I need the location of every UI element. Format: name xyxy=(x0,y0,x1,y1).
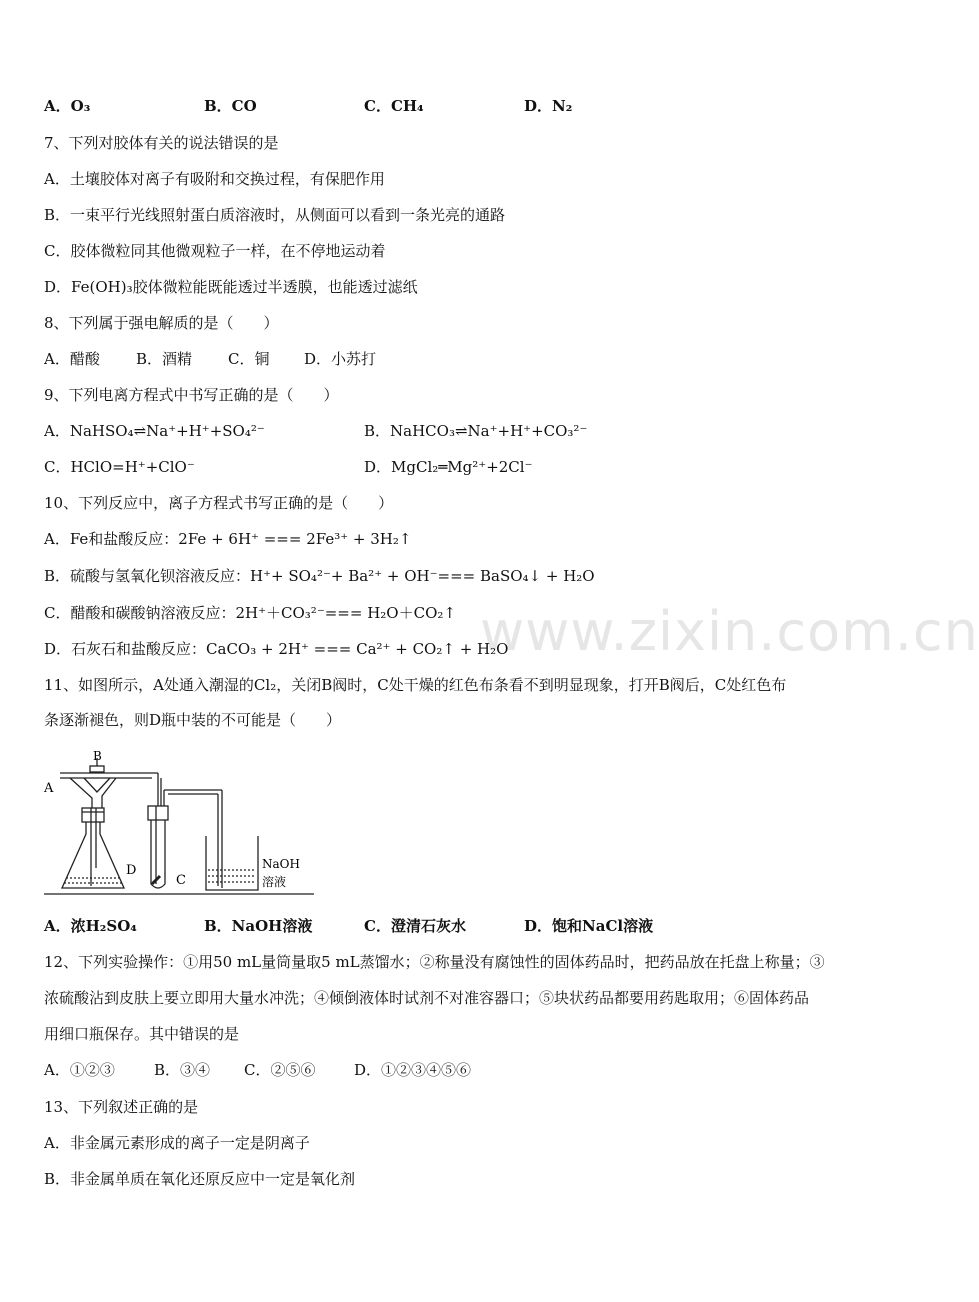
q8-option-b: B．酒精 xyxy=(136,350,193,368)
q10-option-c: C．醋酸和碳酸钠溶液反应：2H⁺＋CO₃²⁻=== H₂O＋CO₂↑ xyxy=(44,604,456,622)
q9-option-c: C．HClO=H⁺+ClO⁻ xyxy=(44,458,195,476)
tube-stopper xyxy=(148,806,168,820)
q13-option-a: A．非金属元素形成的离子一定是阴离子 xyxy=(44,1134,310,1152)
q8-stem: 8、下列属于强电解质的是（ ） xyxy=(44,314,279,332)
q6-option-d: D．N₂ xyxy=(524,97,573,115)
q7-option-b: B．一束平行光线照射蛋白质溶液时，从侧面可以看到一条光亮的通路 xyxy=(44,206,506,224)
q12-option-d: D．①②③④⑤⑥ xyxy=(354,1061,472,1079)
valve-b xyxy=(90,766,104,772)
q9-option-d: D．MgCl₂═Mg²⁺+2Cl⁻ xyxy=(364,458,533,476)
label-naoh: NaOH xyxy=(262,857,300,871)
q8-option-a: A．醋酸 xyxy=(44,350,100,368)
q12-stem-line2: 浓硫酸沾到皮肤上要立即用大量水冲洗；④倾倒液体时试剂不对准容器口；⑤块状药品都要用药匙取用；⑥固体药品 xyxy=(44,989,810,1007)
q11-option-d: D．饱和NaCl溶液 xyxy=(524,917,654,935)
q10-stem: 10、下列反应中，离子方程式书写正确的是（ ） xyxy=(44,494,394,512)
q12-option-a: A．①②③ xyxy=(44,1061,115,1079)
q9-stem: 9、下列电离方程式中书写正确的是（ ） xyxy=(44,386,339,404)
q11-option-a: A．浓H₂SO₄ xyxy=(44,917,137,935)
q9-option-b: B．NaHCO₃⇌Na⁺+H⁺+CO₃²⁻ xyxy=(364,422,588,440)
gas-apparatus-figure xyxy=(44,748,314,898)
q11-stem-line2: 条逐渐褪色，则D瓶中装的不可能是（ ） xyxy=(44,711,342,729)
q7-stem: 7、下列对胶体有关的说法错误的是 xyxy=(44,134,279,152)
label-a: A xyxy=(44,781,54,796)
q8-option-c: C．铜 xyxy=(228,350,270,368)
q11-option-b: B．NaOH溶液 xyxy=(204,917,313,935)
q13-option-b: B．非金属单质在氧化还原反应中一定是氧化剂 xyxy=(44,1170,356,1188)
q7-option-c: C．胶体微粒同其他微观粒子一样，在不停地运动着 xyxy=(44,242,386,260)
q7-option-d: D．Fe(OH)₃胶体微粒能既能透过半透膜，也能透过滤纸 xyxy=(44,278,418,296)
q10-option-b: B．硫酸与氢氧化钡溶液反应：H⁺+ SO₄²⁻+ Ba²⁺ + OH⁻=== BaSO₄↓ + H₂O xyxy=(44,567,595,585)
q11-stem-line1: 11、如图所示，A处通入潮湿的Cl₂，关闭B阀时，C处干燥的红色布条看不到明显现象，打开B阀后，C处红色布 xyxy=(44,676,787,694)
label-solution: 溶液 xyxy=(262,875,287,889)
q10-option-a: A．Fe和盐酸反应：2Fe + 6H⁺ === 2Fe³⁺ + 3H₂↑ xyxy=(44,530,412,548)
q8-option-d: D．小苏打 xyxy=(304,350,377,368)
flask-stopper xyxy=(82,808,104,822)
label-d: D xyxy=(126,863,137,878)
q13-stem: 13、下列叙述正确的是 xyxy=(44,1098,199,1116)
q12-stem-line1: 12、下列实验操作：①用50 mL量筒量取5 mL蒸馏水；②称量没有腐蚀性的固体药品时，把药品放在托盘上称量；③ xyxy=(44,953,825,971)
q12-option-c: C．②⑤⑥ xyxy=(244,1061,316,1079)
q6-option-b: B．CO xyxy=(204,97,257,115)
q12-option-b: B．③④ xyxy=(154,1061,211,1079)
q7-option-a: A．土壤胶体对离子有吸附和交换过程，有保肥作用 xyxy=(44,170,385,188)
label-c: C xyxy=(176,873,186,888)
q11-option-c: C．澄清石灰水 xyxy=(364,917,466,935)
q10-option-d: D．石灰石和盐酸反应：CaCO₃ + 2H⁺ === Ca²⁺ + CO₂↑ + H₂O xyxy=(44,640,509,658)
q12-stem-line3: 用细口瓶保存。其中错误的是 xyxy=(44,1025,240,1043)
q6-option-c: C．CH₄ xyxy=(364,97,424,115)
q6-option-a: A．O₃ xyxy=(44,97,91,115)
label-b: B xyxy=(93,749,102,763)
watermark: www.zixin.com.cn xyxy=(480,600,979,663)
q9-option-a: A．NaHSO₄⇌Na⁺+H⁺+SO₄²⁻ xyxy=(44,422,265,440)
